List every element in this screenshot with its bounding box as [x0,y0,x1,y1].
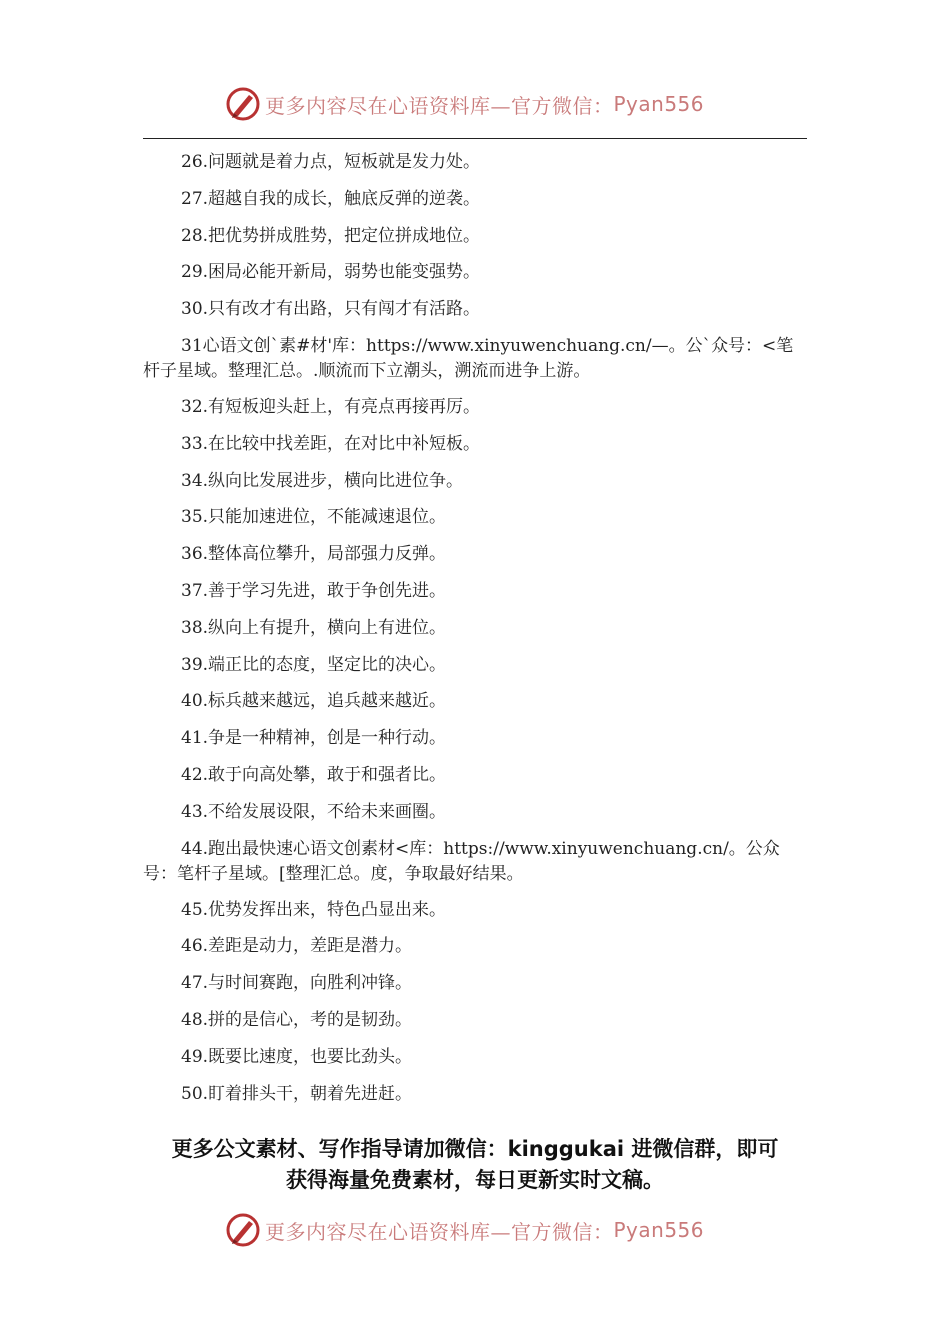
pen-logo-icon [225,1212,261,1248]
footer-banner-text: 更多内容尽在心语资料库—官方微信： [265,1219,614,1244]
list-item: 35.只能加速进位，不能减速退位。 [181,507,447,528]
list-item: 47.与时间赛跑，向胜利冲锋。 [181,973,413,994]
promo-notice [143,1134,807,1196]
list-item: 30.只有改才有出路，只有闯才有活路。 [181,299,481,320]
list-item: 32.有短板迎头赶上，有亮点再接再厉。 [181,396,481,417]
list-item: 26.问题就是着力点，短板就是发力处。 [181,152,481,172]
promo-line-1: 更多公文素材、写作指导请加微信：kinggukai 进微信群，即可 [171,1137,779,1161]
list-item: 45.优势发挥出来，特色凸显出来。 [181,899,447,920]
list-item: 49.既要比速度，也要比劲头。 [181,1046,413,1067]
list-item: 27.超越自我的成长，触底反弹的逆袭。 [181,188,481,209]
list-item: 50.盯着排头干，朝着先进赶。 [181,1083,413,1104]
list-item: 48.拼的是信心，考的是韧劲。 [181,1009,413,1030]
footer-wechat-id: Pyan556 [613,1218,705,1242]
list-item: 28.把优势拼成胜势，把定位拼成地位。 [181,225,481,246]
list-item: 41.争是一种精神，创是一种行动。 [181,728,447,749]
list-item: 43.不给发展设限，不给未来画圈。 [181,801,447,822]
list-item: 34.纵向比发展进步，横向比进位争。 [181,470,464,491]
list-item: 40.标兵越来越远，追兵越来越近。 [181,691,447,712]
list-item: 33.在比较中找差距，在对比中补短板。 [181,433,481,454]
header-divider [143,138,807,139]
header-wechat-id: Pyan556 [613,92,705,116]
header-banner [225,84,725,124]
list-item: 38.纵向上有提升，横向上有进位。 [181,617,447,638]
list-item: 36.整体高位攀升，局部强力反弹。 [181,544,447,565]
header-banner-text: 更多内容尽在心语资料库—官方微信： [265,93,614,118]
list-item: 42.敢于向高处攀，敢于和强者比。 [181,764,447,785]
list-item: 39.端正比的态度，坚定比的决心。 [181,654,447,675]
list-item: 31心语文创`素#材'库：https://www.xinyuwenchuang.cn/—。公`众号：<笔杆子星域。整理汇总。.顺流而下立潮头，溯流而进争上游。 [143,335,794,381]
list-item: 44.跑出最快速心语文创素材<库：https://www.xinyuwenchuang.cn/。公众号：笔杆子星域。[整理汇总。度，争取最好结果。 [143,838,780,884]
footer-banner [225,1210,725,1250]
list-item: 29.困局必能开新局，弱势也能变强势。 [181,262,481,283]
pen-logo-icon [225,86,261,122]
list-item: 46.差距是动力，差距是潜力。 [181,936,413,957]
list-item: 37.善于学习先进，敢于争创先进。 [181,580,447,601]
promo-line-2: 获得海量免费素材，每日更新实时文稿。 [286,1168,664,1192]
slogan-list [143,150,807,1118]
